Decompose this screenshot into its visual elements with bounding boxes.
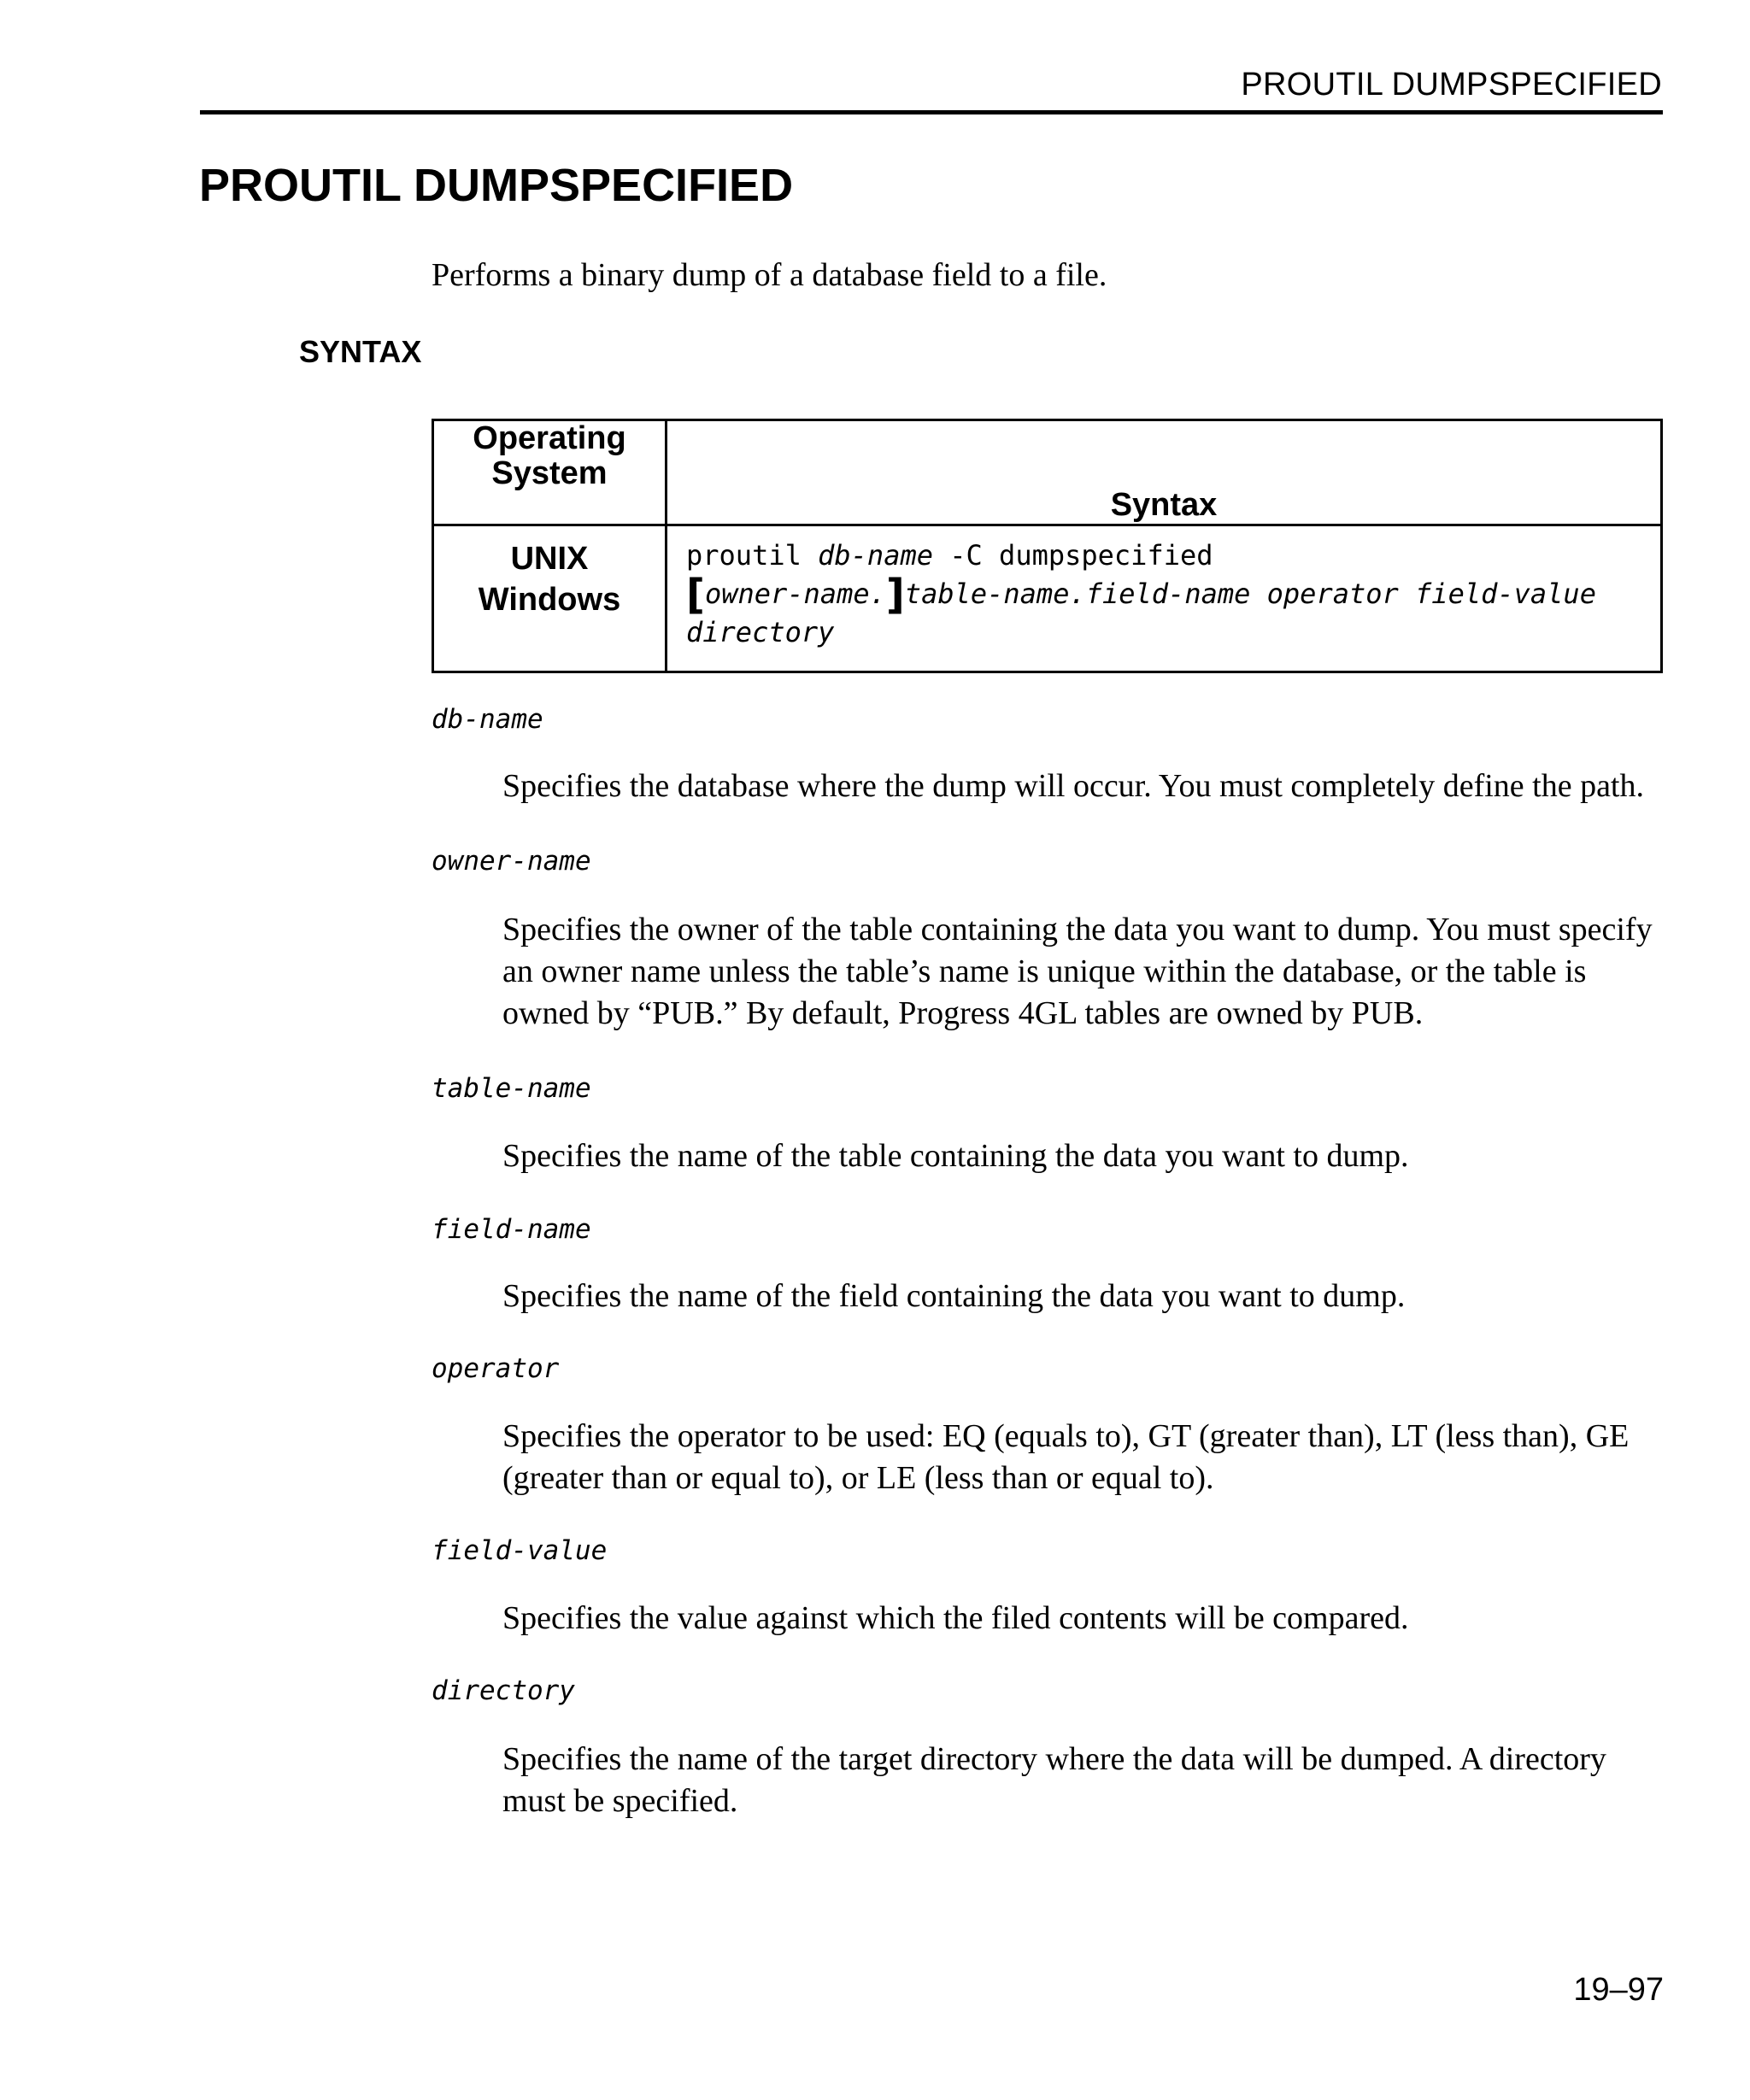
column-header-os (433, 420, 667, 525)
param-description: Specifies the name of the target directory where the data will be dumped. A directory must be specified. (502, 1741, 1606, 1819)
syntax-flag: -C dumpspecified (949, 539, 1213, 572)
optional-bracket-open: [ (686, 571, 705, 619)
param-description: Specifies the database where the dump will occur. You must completely define the path. (502, 768, 1644, 804)
syntax-table-header-row (433, 420, 1662, 525)
param-term: directory (432, 1675, 575, 1706)
param-description: Specifies the owner of the table containing the data you want to dump. You must specify an owner name unless the table’s name is unique within the database, or the table is owned by “PUB.” By default, Progress 4GL tables are owned by PUB. (502, 912, 1653, 1031)
param-term: field-value (432, 1535, 608, 1566)
page-number: 19–97 (1573, 1972, 1664, 2008)
param-term: table-name (432, 1073, 591, 1104)
param-term: db-name (432, 704, 543, 735)
os-unix: UNIX (510, 541, 589, 577)
column-header-syntax: Syntax (667, 420, 1662, 525)
param-description: Specifies the name of the table containing the data you want to dump. (502, 1138, 1409, 1174)
column-header-os-line2: System (491, 455, 608, 491)
param-description: Specifies the operator to be used: EQ (equals to), GT (greater than), LT (less than), GE (greater than or equal to), or LE (less than or equal to). (502, 1418, 1630, 1496)
syntax-command: proutil (686, 539, 802, 572)
syntax-table-row (433, 525, 1662, 672)
running-header: PROUTIL DUMPSPECIFIED (1241, 67, 1662, 103)
intro-text: Performs a binary dump of a database field to a file. (432, 257, 1107, 293)
param-term: owner-name (432, 846, 591, 877)
os-cell (433, 525, 667, 672)
param-term: field-name (432, 1214, 591, 1245)
page-title: PROUTIL DUMPSPECIFIED (199, 160, 794, 211)
syntax-cell (667, 525, 1662, 672)
syntax-line-3: directory (686, 616, 835, 648)
syntax-arguments: table-name.field-name operator field-value (904, 578, 1596, 610)
syntax-db-name: db-name (818, 539, 933, 572)
syntax-heading: SYNTAX (299, 334, 422, 369)
param-description: Specifies the name of the field containing the data you want to dump. (502, 1278, 1406, 1314)
column-header-os-line1: Operating (473, 420, 626, 456)
syntax-table (432, 419, 1663, 673)
optional-bracket-close: ] (885, 571, 905, 619)
os-windows: Windows (478, 582, 621, 618)
syntax-owner-name: owner-name. (704, 578, 886, 610)
syntax-line-2 (686, 571, 1641, 619)
syntax-line-1 (686, 537, 1641, 575)
param-description: Specifies the value against which the filed contents will be compared. (502, 1600, 1409, 1636)
param-term: operator (432, 1353, 560, 1384)
header-rule (200, 110, 1663, 114)
